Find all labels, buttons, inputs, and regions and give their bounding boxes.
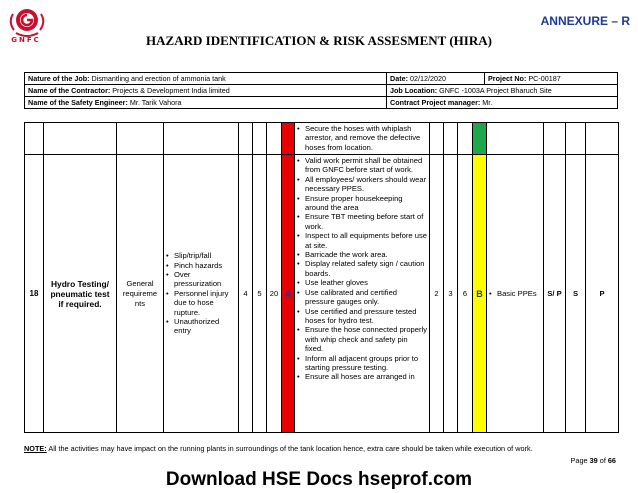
contractor-label: Name of the Contractor:	[28, 86, 111, 95]
controls-cell	[295, 155, 430, 433]
document-title: HAZARD IDENTIFICATION & RISK ASSESMENT (HIRA)	[146, 33, 492, 48]
res-probability-cell	[430, 123, 444, 155]
hazard-item: • Personnel injury due to hose rupture.	[166, 289, 236, 317]
manager-label: Contract Project manager:	[390, 98, 481, 107]
table-row	[25, 155, 619, 433]
responsibility-cell	[544, 123, 566, 155]
risk-score-cell	[267, 123, 282, 155]
controls-cell	[295, 123, 430, 155]
location-value: GNFC -1003A Project Bharuch Site	[437, 86, 552, 95]
manager-cell	[387, 97, 618, 109]
logo-text: GNFC	[11, 36, 41, 44]
contractor-value: Projects & Development India limited	[110, 86, 230, 95]
severity-cell	[253, 123, 267, 155]
engineer-value: Mr. Tarik Vahora	[127, 98, 182, 107]
ppe-item: • Basic PPEs	[489, 289, 541, 298]
control-item: • Inspect to all equipments before use at site.	[297, 231, 427, 250]
job-info-table	[24, 72, 618, 109]
probability-cell: 4	[239, 155, 253, 433]
sno-cell: 18	[25, 155, 44, 433]
control-item: • Use certified and pressure tested hoses for hydro test.	[297, 307, 427, 326]
note-body: All the activities may have impact on the running plants in surroundings of the tank location hence, extra care should be taken while execution of work.	[46, 444, 533, 453]
hazard-cell	[164, 155, 239, 433]
ppe-cell	[487, 155, 544, 433]
note-label: NOTE:	[24, 444, 47, 453]
res-probability-cell: 2	[430, 155, 444, 433]
responsibility-cell: P	[586, 155, 619, 433]
job-info-row	[25, 97, 618, 109]
control-item: • Ensure proper housekeeping around the area	[297, 194, 427, 213]
job-info-row	[25, 85, 618, 97]
page-number	[571, 456, 616, 465]
control-item: • Use leather gloves	[297, 278, 427, 287]
control-item: • Ensure TBT meeting before start of work.	[297, 212, 427, 231]
control-item: • Barricade the work area.	[297, 250, 427, 259]
res-score-cell	[458, 123, 473, 155]
contractor-cell	[25, 85, 387, 97]
project-cell	[485, 73, 618, 85]
nature-of-job	[25, 73, 387, 85]
nature-value: Dismantling and erection of ammonia tank	[89, 74, 226, 83]
date-value: 02/12/2020	[407, 74, 446, 83]
page-current: 39	[589, 456, 598, 465]
page-total: 66	[607, 456, 616, 465]
ppe-cell	[487, 123, 544, 155]
risk-level-cell: A	[282, 155, 295, 433]
hazard-item: • Over pressurization	[166, 270, 236, 289]
res-score-cell: 6	[458, 155, 473, 433]
risk-score-cell: 20	[267, 155, 282, 433]
table-row	[25, 123, 619, 155]
manager-value: Mr.	[480, 98, 493, 107]
location-cell	[387, 85, 618, 97]
date-label: Date:	[390, 74, 408, 83]
hira-table	[24, 122, 619, 433]
sno-cell	[25, 123, 44, 155]
res-severity-cell: 3	[444, 155, 458, 433]
job-info-row	[25, 73, 618, 85]
download-banner[interactable]: Download HSE Docs hseprof.com	[165, 469, 473, 490]
risk-level-cell	[282, 123, 295, 155]
project-value: PC-00187	[526, 74, 561, 83]
control-item: • Secure the hoses with whiplash arrestor, and remove the defective hoses from location.	[297, 124, 427, 152]
project-label: Project No:	[488, 74, 527, 83]
control-item: • Valid work permit shall be obtained from GNFC before start of work.	[297, 156, 427, 175]
control-item: • All employees/ workers should wear necessary PPES.	[297, 175, 427, 194]
control-item: • Inform all adjacent groups prior to starting pressure testing.	[297, 354, 427, 373]
engineer-cell	[25, 97, 387, 109]
control-item: • Use calibrated and certified pressure gauges only.	[297, 288, 427, 307]
date-cell	[387, 73, 485, 85]
control-item: • Ensure all hoses are arranged in	[297, 372, 427, 381]
responsibility-cell	[566, 123, 586, 155]
hazard-item: • Slip/trip/fall	[166, 251, 236, 260]
responsibility-cell: S	[566, 155, 586, 433]
category-cell: General requireme nts	[117, 155, 164, 433]
engineer-label: Name of the Safety Engineer:	[28, 98, 128, 107]
probability-cell	[239, 123, 253, 155]
location-label: Job Location:	[390, 86, 438, 95]
page-prefix: Page	[570, 456, 590, 465]
annexure-label: ANNEXURE – R	[540, 14, 630, 28]
activity-cell	[44, 123, 117, 155]
category-cell	[117, 123, 164, 155]
res-level-cell: B	[473, 155, 487, 433]
res-level-cell	[473, 123, 487, 155]
responsibility-cell: S/ P	[544, 155, 566, 433]
hazard-item: • Pinch hazards	[166, 261, 236, 270]
page-of: of	[597, 456, 608, 465]
control-item: • Display related safety sign / caution boards.	[297, 259, 427, 278]
control-item: • Ensure the hose connected properly with whip check and safety pin fixed.	[297, 325, 427, 353]
hazard-item: • Unauthorized entry	[166, 317, 236, 336]
note-text	[24, 444, 533, 453]
severity-cell: 5	[253, 155, 267, 433]
nature-label: Nature of the Job:	[28, 74, 90, 83]
res-severity-cell	[444, 123, 458, 155]
activity-cell: Hydro Testing/ pneumatic test if required.	[44, 155, 117, 433]
responsibility-cell	[586, 123, 619, 155]
hazard-cell	[164, 123, 239, 155]
